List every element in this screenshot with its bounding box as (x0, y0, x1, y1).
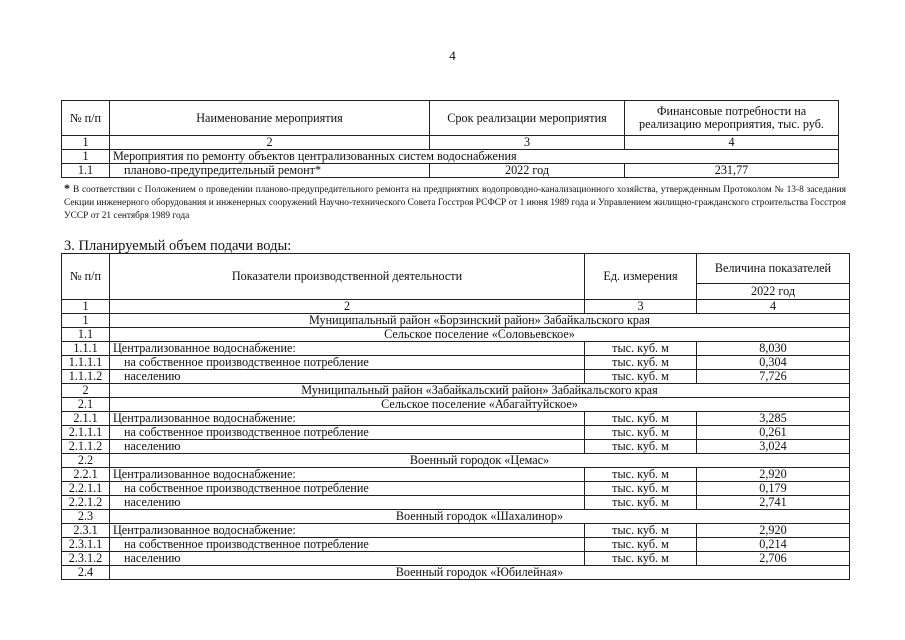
unit: тыс. куб. м (585, 412, 697, 426)
settlement-title: Военный городок «Шахалинор» (110, 510, 850, 524)
header-indicator: Показатели производственной деятельности (110, 254, 585, 300)
col-number: 3 (430, 136, 625, 150)
water-supply-rows (62, 314, 850, 580)
unit: тыс. куб. м (585, 356, 697, 370)
indicator-name: Централизованное водоснабжение: (110, 342, 585, 356)
value: 0,179 (697, 482, 850, 496)
indicator-name: на собственное производственное потребление (110, 426, 585, 440)
header-measure-name: Наименование мероприятия (110, 101, 430, 136)
value: 2,741 (697, 496, 850, 510)
indicator-name: населению (110, 552, 585, 566)
header-value: Величина показателей (697, 254, 850, 284)
table-row (62, 370, 850, 384)
table-row (62, 552, 850, 566)
footnote (64, 182, 846, 223)
settlement-row (62, 566, 850, 580)
measure-amount: 231,77 (625, 164, 839, 178)
value: 8,030 (697, 342, 850, 356)
indicator-name: на собственное производственное потребление (110, 538, 585, 552)
table-row (62, 412, 850, 426)
table-row (62, 164, 839, 178)
table-row (62, 468, 850, 482)
unit: тыс. куб. м (585, 426, 697, 440)
measures-table (61, 100, 839, 178)
settlement-row (62, 510, 850, 524)
table-row (62, 342, 850, 356)
col-number: 4 (697, 300, 850, 314)
unit: тыс. куб. м (585, 552, 697, 566)
value: 0,214 (697, 538, 850, 552)
column-numbers-row (62, 300, 850, 314)
row-num: 2.2.1.1 (62, 482, 110, 496)
col-number: 3 (585, 300, 697, 314)
settlement-row (62, 328, 850, 342)
page-number: 4 (449, 48, 456, 63)
indicator-name: Централизованное водоснабжение: (110, 412, 585, 426)
row-num: 2.1.1 (62, 412, 110, 426)
settlement-title: Военный городок «Цемас» (110, 454, 850, 468)
row-num: 2.3.1.2 (62, 552, 110, 566)
measure-term: 2022 год (430, 164, 625, 178)
row-num: 2.2 (62, 454, 110, 468)
indicator-name: населению (110, 440, 585, 454)
unit: тыс. куб. м (585, 370, 697, 384)
table-row (62, 356, 850, 370)
row-num: 2.3.1.1 (62, 538, 110, 552)
settlement-title: Сельское поселение «Соловьевское» (110, 328, 850, 342)
row-num: 2.3.1 (62, 524, 110, 538)
footnote-text: В соответствии с Положением о проведении планово-предупредительного ремонта на предприятиях водопроводно-канализационного хозяйства, утвержденным Протоколом № 13-8 заседания Секции инженерного оборудования и инженерных сооружений Научно-технического Совета Госстроя РСФСР от 1 июня 1989 года и Управлением жилищно-гражданского строительства Госстроя УССР от 21 сентября 1989 года (64, 185, 846, 221)
header-financing: Финансовые потребности на реализацию мероприятия, тыс. руб. (625, 101, 839, 136)
unit: тыс. куб. м (585, 342, 697, 356)
row-num: 2.3 (62, 510, 110, 524)
settlement-row (62, 454, 850, 468)
value: 2,706 (697, 552, 850, 566)
indicator-name: населению (110, 370, 585, 384)
indicator-name: Централизованное водоснабжение: (110, 468, 585, 482)
row-num: 1 (62, 314, 110, 328)
unit: тыс. куб. м (585, 538, 697, 552)
row-num: 1.1.1 (62, 342, 110, 356)
value: 0,261 (697, 426, 850, 440)
settlement-title: Сельское поселение «Абагайтуйское» (110, 398, 850, 412)
row-num: 2.2.1 (62, 468, 110, 482)
table-row (62, 426, 850, 440)
col-number: 2 (110, 136, 430, 150)
table-row (62, 482, 850, 496)
row-num: 2.1.1.2 (62, 440, 110, 454)
row-num: 2.1.1.1 (62, 426, 110, 440)
row-num: 1.1.1.2 (62, 370, 110, 384)
table-row (62, 538, 850, 552)
header-unit: Ед. измерения (585, 254, 697, 300)
value: 3,285 (697, 412, 850, 426)
row-num: 1.1 (62, 328, 110, 342)
region-title: Муниципальный район «Забайкальский район» Забайкальского края (110, 384, 850, 398)
indicator-name: на собственное производственное потребление (110, 356, 585, 370)
row-num: 2.1 (62, 398, 110, 412)
region-title: Муниципальный район «Борзинский район» Забайкальского края (110, 314, 850, 328)
col-number: 2 (110, 300, 585, 314)
value: 2,920 (697, 524, 850, 538)
col-number: 4 (625, 136, 839, 150)
indicator-name: населению (110, 496, 585, 510)
col-number: 1 (62, 300, 110, 314)
value: 7,726 (697, 370, 850, 384)
row-num: 2.4 (62, 566, 110, 580)
row-num: 2.2.1.2 (62, 496, 110, 510)
header-num: № п/п (62, 254, 110, 300)
unit: тыс. куб. м (585, 524, 697, 538)
row-num: 1.1 (62, 164, 110, 178)
row-num: 1 (62, 150, 110, 164)
value: 3,024 (697, 440, 850, 454)
header-num: № п/п (62, 101, 110, 136)
region-row (62, 384, 850, 398)
water-supply-table (61, 253, 850, 580)
region-row (62, 314, 850, 328)
table-row (62, 524, 850, 538)
measure-name: планово-предупредительный ремонт* (110, 164, 430, 178)
footnote-marker: * (64, 181, 70, 195)
row-num: 1.1.1.1 (62, 356, 110, 370)
group-title: Мероприятия по ремонту объектов централизованных систем водоснабжения (110, 150, 839, 164)
column-numbers-row (62, 136, 839, 150)
table-header-row (62, 101, 839, 136)
section-title: 3. Планируемый объем подачи воды: (64, 238, 292, 254)
header-term: Срок реализации мероприятия (430, 101, 625, 136)
header-year: 2022 год (697, 284, 850, 300)
table-header-row (62, 254, 850, 284)
value: 0,304 (697, 356, 850, 370)
settlement-row (62, 398, 850, 412)
table-row (62, 440, 850, 454)
indicator-name: Централизованное водоснабжение: (110, 524, 585, 538)
unit: тыс. куб. м (585, 482, 697, 496)
value: 2,920 (697, 468, 850, 482)
indicator-name: на собственное производственное потребление (110, 482, 585, 496)
group-row (62, 150, 839, 164)
unit: тыс. куб. м (585, 468, 697, 482)
settlement-title: Военный городок «Юбилейная» (110, 566, 850, 580)
unit: тыс. куб. м (585, 496, 697, 510)
unit: тыс. куб. м (585, 440, 697, 454)
row-num: 2 (62, 384, 110, 398)
col-number: 1 (62, 136, 110, 150)
table-row (62, 496, 850, 510)
